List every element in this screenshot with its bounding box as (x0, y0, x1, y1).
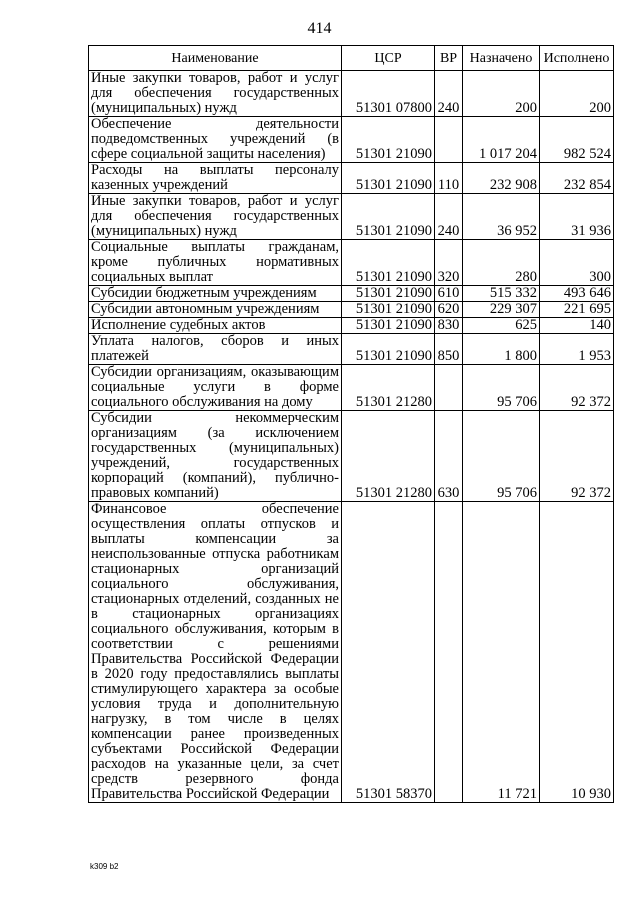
row-assigned-cell: 625 (463, 318, 540, 334)
row-vr-cell: 240 (435, 194, 463, 240)
row-vr-cell: 110 (435, 163, 463, 194)
row-csr-cell: 51301 21090 (342, 334, 435, 365)
row-vr-cell (435, 502, 463, 803)
row-assigned-cell: 515 332 (463, 286, 540, 302)
table-row (89, 365, 614, 411)
row-assigned-cell: 36 952 (463, 194, 540, 240)
table-row (89, 117, 614, 163)
row-vr-cell (435, 365, 463, 411)
row-vr-cell (435, 117, 463, 163)
table-row (89, 163, 614, 194)
row-name-cell: Субсидии организациям, оказывающим социальные услуги в форме социального обслуживания на дому (89, 365, 342, 411)
row-assigned-cell: 11 721 (463, 502, 540, 803)
row-name-cell: Социальные выплаты гражданам, кроме публичных нормативных социальных выплат (89, 240, 342, 286)
row-name-cell: Финансовое обеспечение осуществления оплаты отпусков и выплаты компенсации за неиспользованные отпуска работникам стационарных организаций социального обслуживания, стационарных отделений, созданных не в стационарных организациях социального обслуживания, которым в соответствии с решениями Правительства Российской Федерации в 2020 году предоставлялись выплаты стимулирующего характера за особые условия труда и дополнительную нагрузку, в том числе в целях компенсации ранее произведенных субъектами Российской Федерации расходов на указанные цели, за счет средств резервного фонда Правительства Российской Федерации (89, 502, 342, 803)
row-assigned-cell: 95 706 (463, 411, 540, 502)
table-row (89, 71, 614, 117)
header-assigned: Назначено (463, 46, 540, 71)
row-vr-cell: 850 (435, 334, 463, 365)
row-csr-cell: 51301 21090 (342, 286, 435, 302)
page-number: 414 (307, 20, 332, 37)
row-name-cell: Субсидии некоммерческим организациям (за исключением государственных (муниципальных) учреждений, государственных корпораций (компаний), публично-правовых компаний) (89, 411, 342, 502)
row-executed-cell: 140 (540, 318, 614, 334)
table-row (89, 240, 614, 286)
table-row (89, 334, 614, 365)
row-csr-cell: 51301 21090 (342, 194, 435, 240)
row-executed-cell: 982 524 (540, 117, 614, 163)
row-name-cell: Исполнение судебных актов (89, 318, 342, 334)
budget-table (88, 45, 614, 803)
row-executed-cell: 221 695 (540, 302, 614, 318)
row-csr-cell: 51301 21090 (342, 117, 435, 163)
table-row (89, 302, 614, 318)
row-executed-cell: 200 (540, 71, 614, 117)
row-assigned-cell: 229 307 (463, 302, 540, 318)
table-row (89, 411, 614, 502)
row-csr-cell: 51301 21090 (342, 163, 435, 194)
table-row (89, 286, 614, 302)
row-vr-cell: 630 (435, 411, 463, 502)
table-row (89, 194, 614, 240)
row-name-cell: Иные закупки товаров, работ и услуг для обеспечения государственных (муниципальных) нужд (89, 71, 342, 117)
table-body (89, 71, 614, 803)
row-name-cell: Обеспечение деятельности подведомственных учреждений (в сфере социальной защиты населения) (89, 117, 342, 163)
row-vr-cell: 830 (435, 318, 463, 334)
row-vr-cell: 620 (435, 302, 463, 318)
row-executed-cell: 300 (540, 240, 614, 286)
header-executed: Исполнено (540, 46, 614, 71)
row-vr-cell: 610 (435, 286, 463, 302)
table-header-row (89, 46, 614, 71)
row-csr-cell: 51301 21090 (342, 240, 435, 286)
row-executed-cell: 1 953 (540, 334, 614, 365)
row-vr-cell: 320 (435, 240, 463, 286)
row-assigned-cell: 1 800 (463, 334, 540, 365)
row-name-cell: Субсидии автономным учреждениям (89, 302, 342, 318)
row-executed-cell: 31 936 (540, 194, 614, 240)
footer-code: k309 b2 (90, 862, 119, 871)
row-executed-cell: 493 646 (540, 286, 614, 302)
row-name-cell: Уплата налогов, сборов и иных платежей (89, 334, 342, 365)
row-executed-cell: 92 372 (540, 411, 614, 502)
row-csr-cell: 51301 58370 (342, 502, 435, 803)
row-csr-cell: 51301 21090 (342, 318, 435, 334)
row-csr-cell: 51301 21280 (342, 365, 435, 411)
table-row (89, 502, 614, 803)
row-csr-cell: 51301 07800 (342, 71, 435, 117)
row-name-cell: Расходы на выплаты персоналу казенных учреждений (89, 163, 342, 194)
row-executed-cell: 232 854 (540, 163, 614, 194)
row-assigned-cell: 200 (463, 71, 540, 117)
row-executed-cell: 10 930 (540, 502, 614, 803)
row-csr-cell: 51301 21280 (342, 411, 435, 502)
row-assigned-cell: 232 908 (463, 163, 540, 194)
header-csr: ЦСР (342, 46, 435, 71)
header-vr: ВР (435, 46, 463, 71)
row-vr-cell: 240 (435, 71, 463, 117)
row-assigned-cell: 280 (463, 240, 540, 286)
row-name-cell: Субсидии бюджетным учреждениям (89, 286, 342, 302)
header-name: Наименование (89, 46, 342, 71)
row-name-cell: Иные закупки товаров, работ и услуг для обеспечения государственных (муниципальных) нужд (89, 194, 342, 240)
row-assigned-cell: 95 706 (463, 365, 540, 411)
row-executed-cell: 92 372 (540, 365, 614, 411)
row-csr-cell: 51301 21090 (342, 302, 435, 318)
table-row (89, 318, 614, 334)
row-assigned-cell: 1 017 204 (463, 117, 540, 163)
